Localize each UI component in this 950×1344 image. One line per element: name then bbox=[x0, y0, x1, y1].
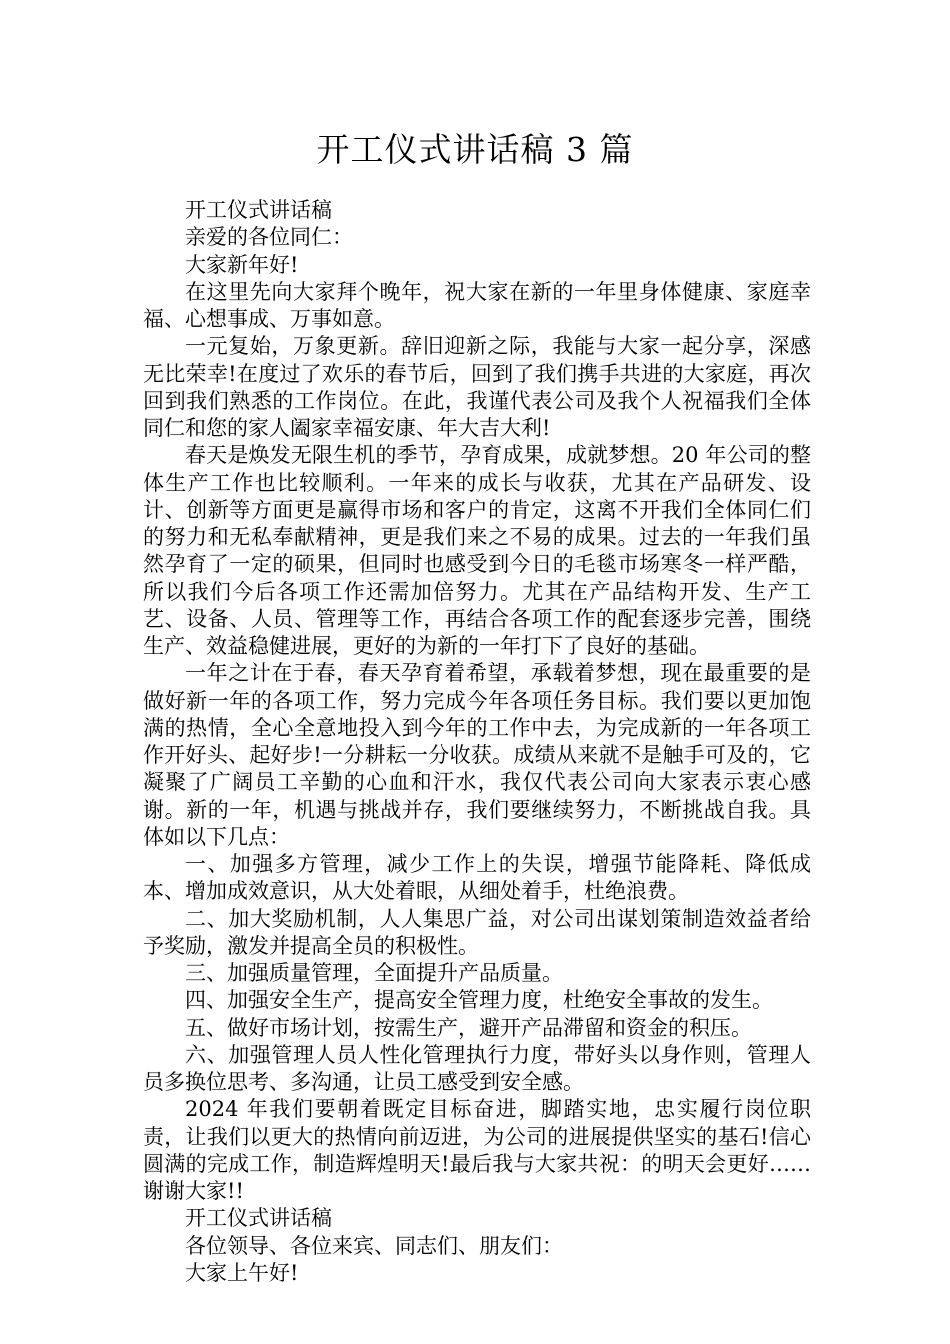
list-item: 四、加强安全生产，提高安全管理力度，杜绝安全事故的发生。 bbox=[185, 988, 773, 1013]
paragraph-salutation-1: 亲爱的各位同仁： bbox=[185, 225, 353, 250]
paragraph: 2024 年我们要朝着既定目标奋进，脚踏实地，忠实履行岗位职责，让我们以更大的热情向前迈进，为公司的进展提供坚实的基石!信心圆满的完成工作，制造辉煌明天!最后我与大家共祝：的明天会更好……谢谢大家!! bbox=[143, 1097, 811, 1203]
paragraph-subtitle-1: 开工仪式讲话稿 bbox=[185, 198, 332, 222]
list-item: 一、加强多方管理，减少工作上的失误，增强节能降耗、降低成本、增加成效意识，从大处着眼，从细处着手，杜绝浪费。 bbox=[143, 852, 811, 904]
paragraph-salutation-2: 各位领导、各位来宾、同志们、朋友们： bbox=[185, 1233, 563, 1258]
document-title: 开工仪式讲话稿 3 篇 bbox=[316, 130, 634, 169]
paragraph: 在这里先向大家拜个晚年，祝大家在新的一年里身体健康、家庭幸福、心想事成、万事如意。 bbox=[143, 279, 811, 331]
list-item: 六、加强管理人员人性化管理执行力度，带好头以身作则，管理人员多换位思考、多沟通，让员工感受到安全感。 bbox=[143, 1042, 811, 1094]
paragraph: 一年之计在于春，春天孕育着希望，承载着梦想，现在最重要的是做好新一年的各项工作，努力完成今年各项任务目标。我们要以更加饱满的热情，全心全意地投入到今年的工作中去，为完成新的一年各项工作开好头、起好步!一分耕耘一分收获。成绩从来就不是触手可及的，它凝聚了广阔员工辛勤的心血和汗水，我仅代表公司向大家表示衷心感谢。新的一年，机遇与挑战并存，我们要继续努力，不断挑战自我。具体如以下几点： bbox=[143, 661, 811, 849]
paragraph: 一元复始，万象更新。辞旧迎新之际，我能与大家一起分享，深感无比荣幸!在度过了欢乐的春节后，回到了我们携手共进的大家庭，再次回到我们熟悉的工作岗位。在此，我谨代表公司及我个人祝福我们全体同仁和您的家人阖家幸福安康、年大吉大利! bbox=[143, 334, 811, 440]
paragraph: 春天是焕发无限生机的季节，孕育成果，成就梦想。20 年公司的整体生产工作也比较顺利。一年来的成长与收获，尤其在产品研发、设计、创新等方面更是赢得市场和客户的肯定，这离不开我们全体同仁们的努力和无私奉献精神，更是我们来之不易的成果。过去的一年我们虽然孕育了一定的硕果，但同时也感受到今日的毛毯市场寒冬一样严酷，所以我们今后各项工作还需加倍努力。尤其在产品结构开发、生产工艺、设备、人员、管理等工作，再结合各项工作的配套逐步完善，围绕生产、效益稳健进展，更好的为新的一年打下了良好的基础。 bbox=[143, 443, 811, 658]
document-body bbox=[143, 197, 811, 1287]
list-item: 五、做好市场计划，按需生产，避开产品滞留和资金的积压。 bbox=[185, 1015, 752, 1040]
list-item: 二、加大奖励机制，人人集思广益，对公司出谋划策制造效益者给予奖励，激发并提高全员的积极性。 bbox=[143, 906, 811, 958]
paragraph-greeting-2: 大家上午好! bbox=[185, 1260, 299, 1285]
paragraph-greeting-1: 大家新年好! bbox=[185, 252, 299, 277]
paragraph-subtitle-2: 开工仪式讲话稿 bbox=[185, 1206, 332, 1231]
list-item: 三、加强质量管理，全面提升产品质量。 bbox=[185, 961, 563, 985]
